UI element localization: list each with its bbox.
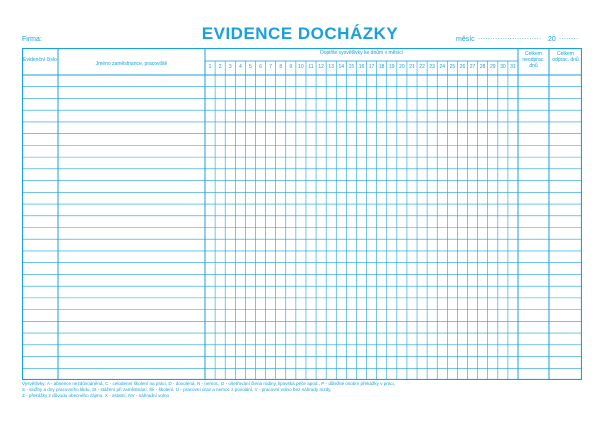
day-number: 2 — [218, 64, 222, 70]
day-number: 27 — [469, 64, 476, 70]
day-number: 6 — [259, 64, 262, 70]
day-number: 4 — [238, 64, 242, 70]
mesic-field[interactable]: .......................... — [478, 34, 542, 41]
day-number: 19 — [389, 64, 395, 70]
rok-prefix: 20 — [548, 36, 556, 43]
day-number: 11 — [308, 64, 314, 70]
day-number: 7 — [269, 64, 273, 70]
header-evidencni-cislo: Evidenční číslo — [23, 57, 57, 63]
firma-label: Firma: — [22, 36, 42, 43]
legend-line-3: Z - překážky z důvodu obecného zájmu, X - ostatní, NV - náhradní volno — [22, 393, 170, 399]
day-number: 12 — [318, 64, 324, 70]
day-number: 1 — [208, 64, 212, 70]
day-number: 16 — [358, 64, 365, 70]
day-number: 13 — [328, 64, 334, 70]
mesic-label: měsíc — [456, 36, 475, 43]
day-number: 29 — [489, 64, 496, 70]
rok-field[interactable]: ........ — [559, 34, 579, 41]
attendance-table — [22, 48, 582, 385]
attendance-grid — [22, 48, 582, 380]
day-number: 23 — [429, 64, 435, 70]
day-number: 28 — [479, 64, 486, 70]
day-number: 8 — [279, 64, 283, 70]
header-days: Doplňte vysvětlivky ke dnům v měsíci — [320, 50, 403, 56]
day-number: 22 — [419, 64, 425, 70]
day-number: 31 — [510, 64, 516, 70]
day-number: 26 — [459, 64, 466, 70]
day-number: 10 — [298, 64, 304, 70]
day-number: 30 — [500, 64, 506, 70]
day-number: 25 — [449, 64, 456, 70]
day-number: 9 — [289, 64, 293, 70]
day-number: 21 — [409, 64, 415, 70]
day-number: 17 — [368, 64, 375, 70]
day-number: 5 — [249, 64, 252, 70]
day-number: 14 — [338, 64, 345, 70]
day-number: 18 — [378, 64, 385, 70]
page-title: EVIDENCE DOCHÁZKY — [201, 24, 399, 43]
legend — [22, 381, 582, 400]
header-celkem-neodprac: Celkem neodprac. dnů — [522, 51, 545, 69]
legend-line-2: S - služby a dny pracovního klidu, St - stážení při zaměstnání, Šk - školení, U - pracovní úraz a nemoc z povolání, V - pracovní volno bez náhrady mzdy, — [22, 387, 332, 393]
header-jmeno: Jméno zaměstnance, pracoviště — [95, 61, 168, 67]
header-celkem-odprac: Celkem odprac. dnů — [552, 51, 579, 63]
day-number: 24 — [439, 64, 446, 70]
legend-line-1: Vysvětlivky: A - absence nezdůvodněná, C - celodenní školení na práci, D - dovolená, N - nemoc, O - ošetřování člena rodiny, lipovská péče apod., P - důležité osobní překážky v práci, — [22, 381, 395, 386]
day-number: 15 — [348, 64, 355, 70]
day-number: 3 — [228, 64, 232, 70]
day-number: 20 — [399, 64, 405, 70]
